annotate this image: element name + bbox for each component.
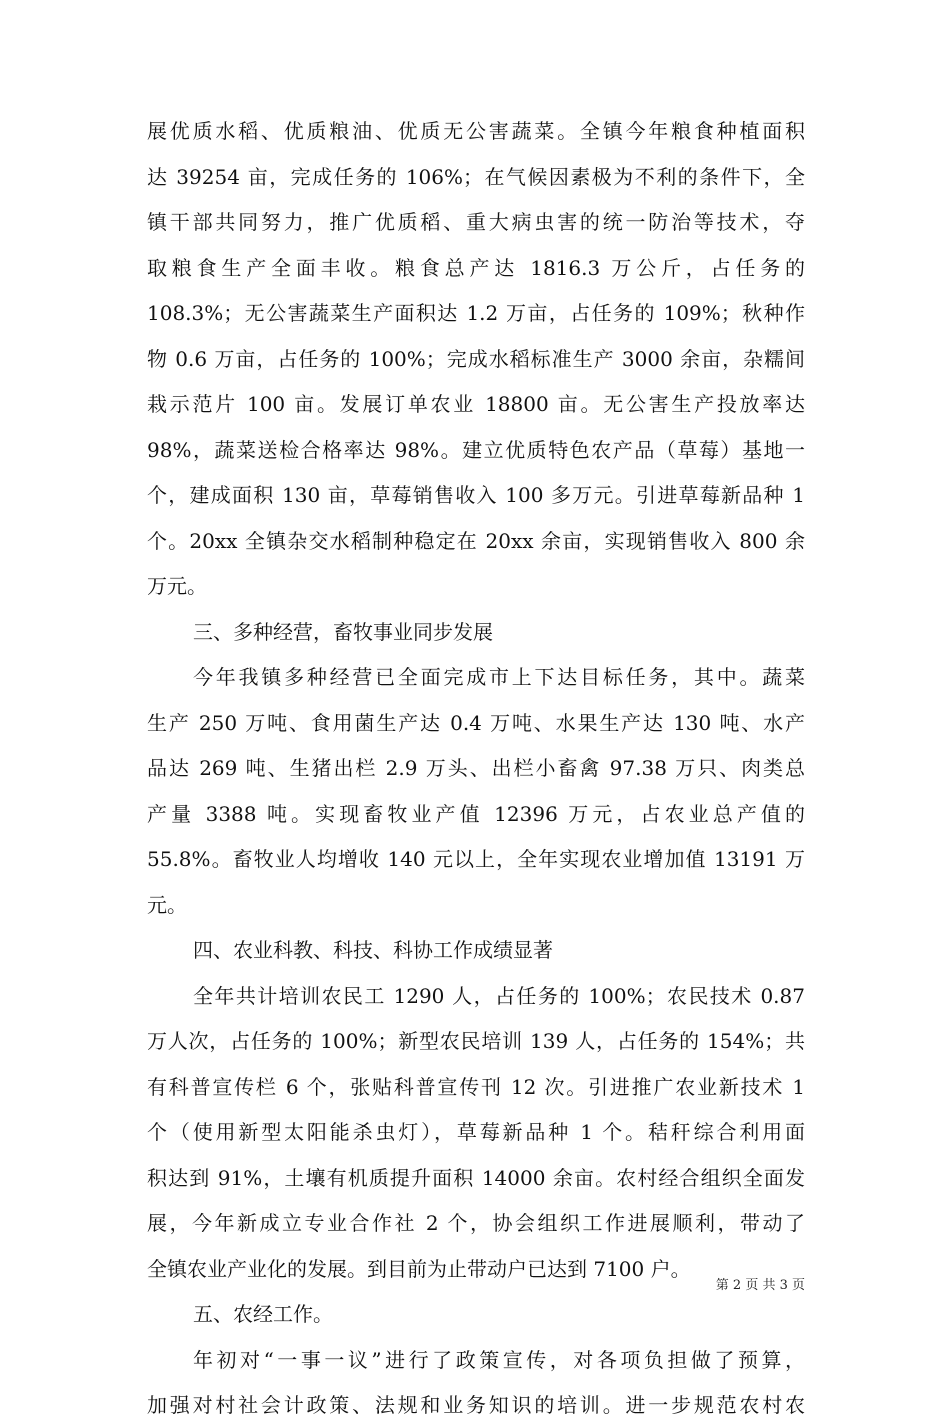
text-line: 取粮食生产全面丰收。粮食总产达 1816.3 万公斤，占任务的 xyxy=(147,255,805,280)
text-line: 四、农业科教、科技、科协工作成绩显著 xyxy=(193,938,553,962)
text-line: 物 0.6 万亩，占任务的 100%；完成水稻标准生产 3000 余亩，杂糯间 xyxy=(147,346,805,371)
text-line: 98%，蔬菜送检合格率达 98%。建立优质特色农产品（草莓）基地一 xyxy=(147,437,805,462)
text-line: 全年共计培训农民工 1290 人，占任务的 100%；农民技术 0.87 xyxy=(193,983,805,1008)
text-line: 达 39254 亩，完成任务的 106%；在气候因素极为不利的条件下，全 xyxy=(147,164,805,189)
text-line: 万元。 xyxy=(147,574,207,598)
text-line: 元。 xyxy=(147,892,187,917)
text-line: 55.8%。畜牧业人均增收 140 元以上，全年实现农业增加值 13191 万 xyxy=(147,847,805,871)
text-line: 加强对村社会计政策、法规和业务知识的培训。进一步规范农村农 xyxy=(147,1393,805,1417)
page-number: 第 2 页 共 3 页 xyxy=(715,1278,805,1293)
text-line: 品达 269 吨、生猪出栏 2.9 万头、出栏小畜禽 97.38 万只、肉类总 xyxy=(147,756,805,780)
text-line: 个（使用新型太阳能杀虫灯），草莓新品种 1 个。秸秆综合利用面 xyxy=(147,1120,805,1144)
text-line: 108.3%；无公害蔬菜生产面积达 1.2 万亩，占任务的 109%；秋种作 xyxy=(147,301,805,325)
text-line: 年初对“一事一议”进行了政策宣传，对各项负担做了预算， xyxy=(193,1347,805,1372)
text-line: 展优质水稻、优质粮油、优质无公害蔬菜。全镇今年粮食种植面积 xyxy=(147,119,805,143)
text-line: 五、农经工作。 xyxy=(193,1302,333,1326)
text-line: 积达到 91%，土壤有机质提升面积 14000 余亩。农村经合组织全面发 xyxy=(147,1165,805,1190)
text-line: 万人次，占任务的 100%；新型农民培训 139 人，占任务的 154%；共 xyxy=(147,1029,805,1053)
text-line: 三、多种经营，畜牧事业同步发展 xyxy=(193,619,493,644)
text-line: 生产 250 万吨、食用菌生产达 0.4 万吨、水果生产达 130 吨、水产 xyxy=(147,710,805,735)
text-line: 产量 3388 吨。实现畜牧业产值 12396 万元，占农业总产值的 xyxy=(147,801,805,826)
text-line: 镇干部共同努力，推广优质稻、重大病虫害的统一防治等技术，夺 xyxy=(147,210,805,234)
text-line: 个。20xx 全镇杂交水稻制种稳定在 20xx 余亩，实现销售收入 800 余 xyxy=(147,528,805,553)
text-line: 有科普宣传栏 6 个，张贴科普宣传刊 12 次。引进推广农业新技术 1 xyxy=(147,1074,805,1099)
text-line: 今年我镇多种经营已全面完成市上下达目标任务，其中。蔬菜 xyxy=(193,665,805,689)
text-line: 展，今年新成立专业合作社 2 个，协会组织工作进展顺利，带动了 xyxy=(147,1211,805,1235)
text-line: 全镇农业产业化的发展。到目前为止带动户已达到 7100 户。 xyxy=(147,1256,691,1281)
text-line: 栽示范片 100 亩。发展订单农业 18800 亩。无公害生产投放率达 xyxy=(147,392,805,416)
text-line: 个，建成面积 130 亩，草莓销售收入 100 多万元。引进草莓新品种 1 xyxy=(147,483,805,507)
